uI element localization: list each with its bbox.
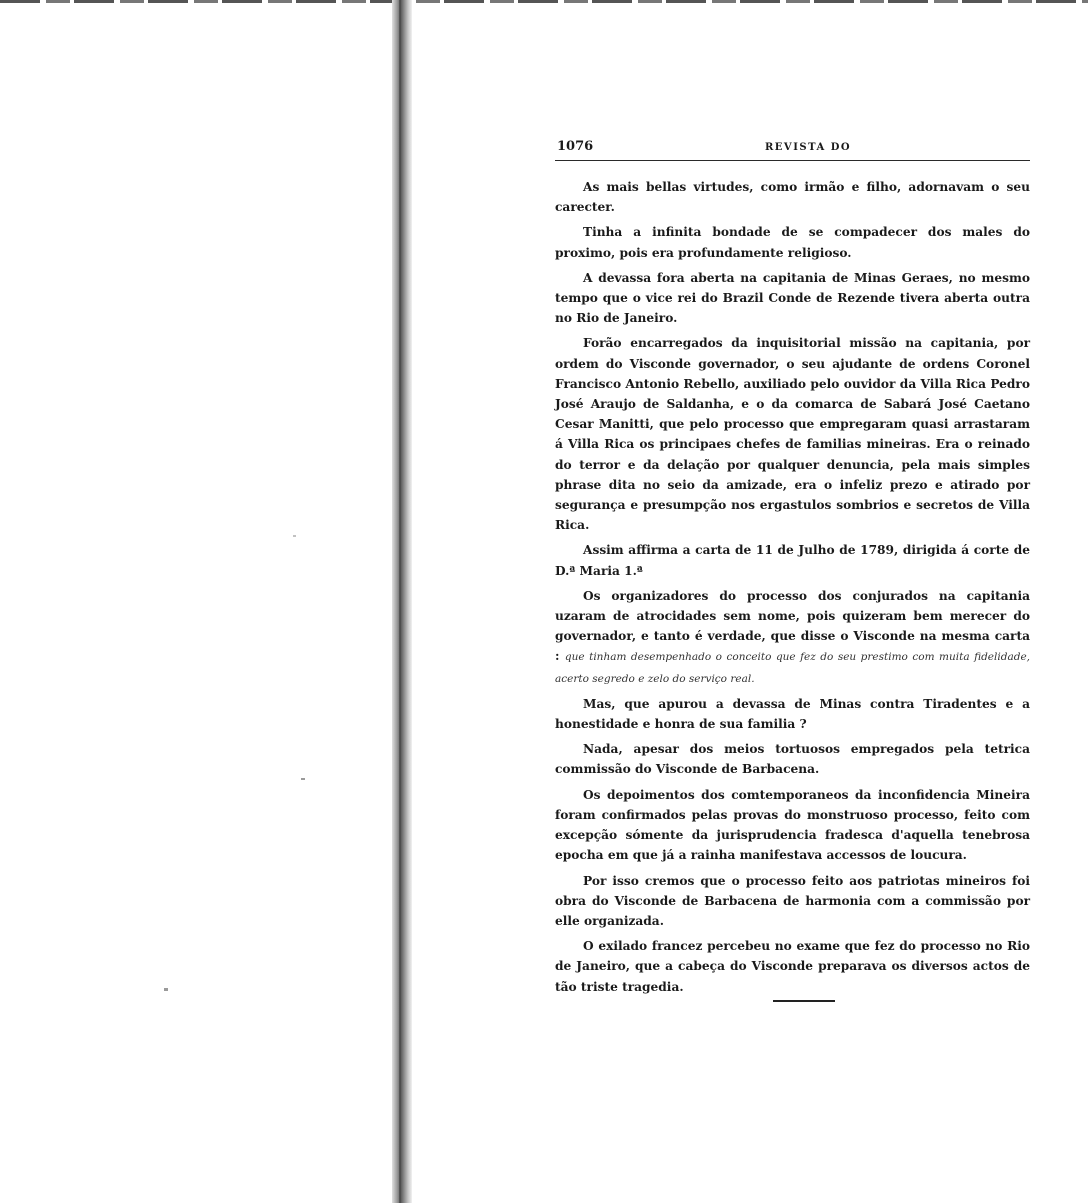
article-body	[555, 177, 1030, 997]
running-header	[555, 138, 1030, 161]
paragraph: Mas, que apurou a devassa de Minas contra Tiradentes e a honestidade e honra de sua familia ?	[555, 696, 1030, 732]
book-gutter-line	[399, 0, 401, 1203]
scan-speck	[293, 535, 296, 537]
paragraph: Tinha a infinita bondade de se compadecer dos males do proximo, pois era profundamente religioso.	[555, 225, 1030, 260]
paragraph: Os depoimentos dos comtemporaneos da inconfidencia Mineira foram confirmados pelas provas do monstruoso processo, feito com excepção sómente da jurisprudencia fradesca d'aquella tenebrosa epocha em que já a rainha manifestava accessos de loucura.	[555, 787, 1030, 863]
italic-quotation: que tinham desempenhado o conceito que fez do seu prestimo com muita fidelidade, acerto segredo e zelo do serviço real.	[555, 651, 1030, 685]
page-number: 1076	[557, 139, 594, 154]
scan-speck	[164, 988, 168, 991]
book-spine-shadow	[392, 0, 412, 1203]
paragraph: O exilado francez percebeu no exame que fez do processo no Rio de Janeiro, que a cabeça do Visconde preparava os diversos actos de tão triste tragedia.	[555, 939, 1030, 994]
section-end-rule	[773, 1000, 835, 1002]
blank-left-page	[0, 3, 392, 1203]
scan-speck	[301, 778, 305, 780]
paragraph: As mais bellas virtudes, como irmão e filho, adornavam o seu carecter.	[555, 180, 1030, 215]
paragraph: Por isso cremos que o processo feito aos patriotas mineiros foi obra do Visconde de Barbacena de harmonia com a commissão por elle organizada.	[555, 873, 1030, 928]
paragraph: Forão encarregados da inquisitorial missão na capitania, por ordem do Visconde governador, o seu ajudante de ordens Coronel Francisco Antonio Rebello, auxiliado pelo ouvidor da Villa Rica Pedro José Araujo de Saldanha, e o da comarca de Sabará José Caetano Cesar Manitti, que pelo processo que empregaram quasi arrastaram á Villa Rica os principaes chefes de familias mineiras. Era o reinado do terror e da delação por qualquer denuncia, pela mais simples phrase dita no seio da amizade, era o infeliz prezo e atirado por segurança e presumpção nos ergastulos sombrios e secretos de Villa Rica.	[555, 336, 1030, 533]
text-page	[555, 138, 1030, 1002]
paragraph: A devassa fora aberta na capitania de Minas Geraes, no mesmo tempo que o vice rei do Brazil Conde de Rezende tivera aberta outra no Rio de Janeiro.	[555, 270, 1030, 326]
paragraph-text: Os organizadores do processo dos conjurados na capitania uzaram de atrocidades sem nome, pois quizeram bem merecer do governador, e tanto é verdade, que disse o Visconde na mesma carta :	[555, 588, 1030, 664]
journal-title: REVISTA DO	[765, 142, 852, 153]
paragraph-with-quote	[555, 586, 1030, 689]
paragraph: Nada, apesar dos meios tortuosos empregados pela tetrica commissão do Visconde de Barbacena.	[555, 742, 1030, 777]
paragraph: Assim affirma a carta de 11 de Julho de 1789, dirigida á corte de D.ª Maria 1.ª	[555, 543, 1030, 578]
